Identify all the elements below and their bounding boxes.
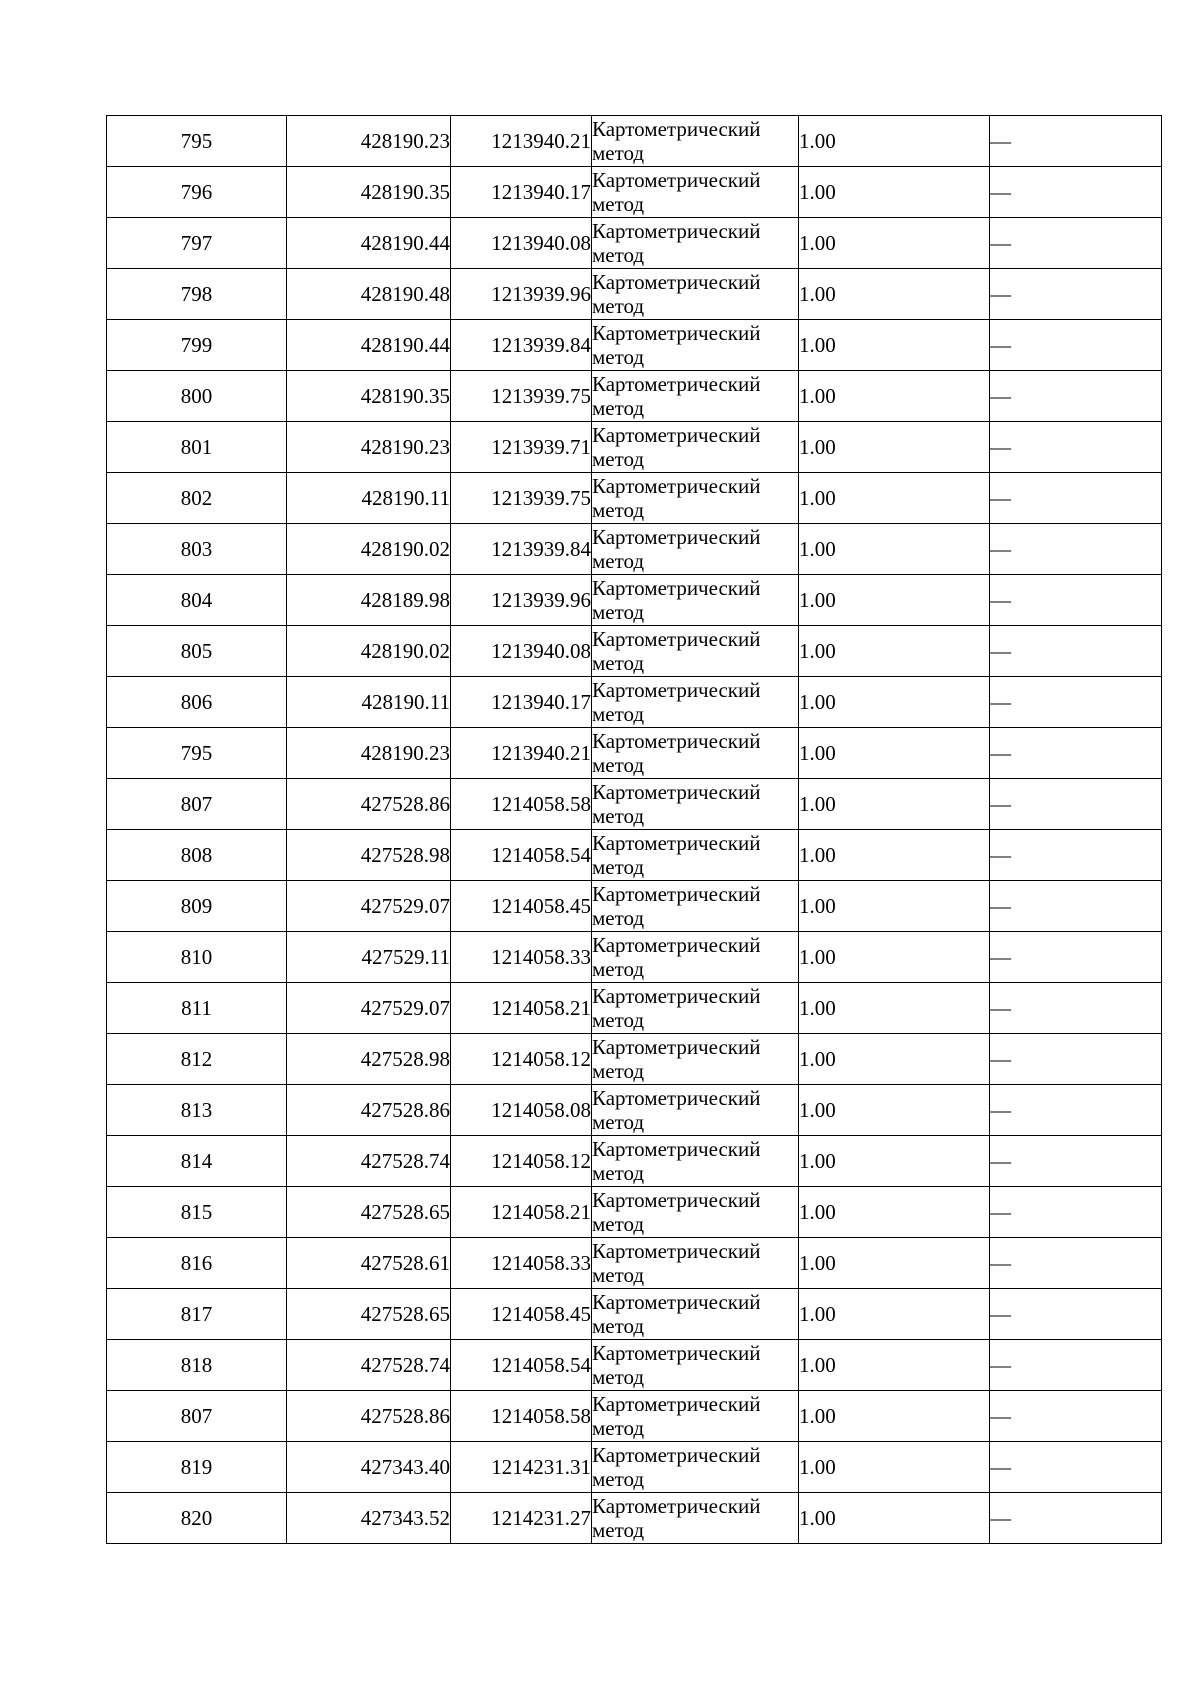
method-line-1: Картометрический <box>592 576 761 600</box>
table-row <box>107 371 1162 422</box>
point-number-cell: 795 <box>107 116 287 167</box>
accuracy-cell: 1.00 <box>799 1136 990 1187</box>
table-row <box>107 320 1162 371</box>
x-coordinate-cell: 427528.86 <box>287 1391 451 1442</box>
description-cell: — <box>990 269 1162 320</box>
accuracy-cell: 1.00 <box>799 1442 990 1493</box>
accuracy-cell: 1.00 <box>799 830 990 881</box>
method-line-1: Картометрический <box>592 117 761 141</box>
point-number-cell: 810 <box>107 932 287 983</box>
x-coordinate-cell: 428190.44 <box>287 320 451 371</box>
method-line-1: Картометрический <box>592 729 761 753</box>
accuracy-cell: 1.00 <box>799 1493 990 1544</box>
x-coordinate-cell: 427529.07 <box>287 983 451 1034</box>
method-line-2: метод <box>592 1263 645 1287</box>
method-cell <box>592 1034 799 1085</box>
method-cell <box>592 1391 799 1442</box>
method-line-2: метод <box>592 1314 645 1338</box>
y-coordinate-cell: 1213939.75 <box>451 473 592 524</box>
y-coordinate-cell: 1213939.96 <box>451 269 592 320</box>
accuracy-cell: 1.00 <box>799 1034 990 1085</box>
description-cell: — <box>990 983 1162 1034</box>
method-line-1: Картометрический <box>592 270 761 294</box>
method-cell <box>592 1187 799 1238</box>
x-coordinate-cell: 428190.48 <box>287 269 451 320</box>
description-cell: — <box>990 116 1162 167</box>
y-coordinate-cell: 1213940.17 <box>451 167 592 218</box>
accuracy-cell: 1.00 <box>799 473 990 524</box>
table-row <box>107 881 1162 932</box>
table-row <box>107 116 1162 167</box>
method-cell <box>592 728 799 779</box>
point-number-cell: 815 <box>107 1187 287 1238</box>
point-number-cell: 814 <box>107 1136 287 1187</box>
description-cell: — <box>990 1034 1162 1085</box>
x-coordinate-cell: 427343.40 <box>287 1442 451 1493</box>
method-line-2: метод <box>592 1365 645 1389</box>
method-line-1: Картометрический <box>592 1086 761 1110</box>
point-number-cell: 807 <box>107 779 287 830</box>
table-row <box>107 473 1162 524</box>
x-coordinate-cell: 427528.65 <box>287 1187 451 1238</box>
point-number-cell: 806 <box>107 677 287 728</box>
accuracy-cell: 1.00 <box>799 218 990 269</box>
table-row <box>107 728 1162 779</box>
x-coordinate-cell: 428189.98 <box>287 575 451 626</box>
x-coordinate-cell: 427528.86 <box>287 779 451 830</box>
point-number-cell: 799 <box>107 320 287 371</box>
x-coordinate-cell: 428190.23 <box>287 422 451 473</box>
method-line-2: метод <box>592 702 645 726</box>
method-line-1: Картометрический <box>592 168 761 192</box>
method-line-2: метод <box>592 1518 645 1542</box>
method-line-2: метод <box>592 192 645 216</box>
x-coordinate-cell: 427528.74 <box>287 1136 451 1187</box>
table-row <box>107 1136 1162 1187</box>
method-line-1: Картометрический <box>592 321 761 345</box>
method-cell <box>592 371 799 422</box>
x-coordinate-cell: 427343.52 <box>287 1493 451 1544</box>
point-number-cell: 807 <box>107 1391 287 1442</box>
point-number-cell: 795 <box>107 728 287 779</box>
point-number-cell: 820 <box>107 1493 287 1544</box>
method-line-1: Картометрический <box>592 372 761 396</box>
point-number-cell: 808 <box>107 830 287 881</box>
method-cell <box>592 983 799 1034</box>
y-coordinate-cell: 1214231.27 <box>451 1493 592 1544</box>
point-number-cell: 801 <box>107 422 287 473</box>
table-row <box>107 575 1162 626</box>
accuracy-cell: 1.00 <box>799 881 990 932</box>
description-cell: — <box>990 1289 1162 1340</box>
table-row <box>107 167 1162 218</box>
description-cell: — <box>990 1238 1162 1289</box>
point-number-cell: 817 <box>107 1289 287 1340</box>
method-line-2: метод <box>592 651 645 675</box>
description-cell: — <box>990 626 1162 677</box>
accuracy-cell: 1.00 <box>799 575 990 626</box>
x-coordinate-cell: 428190.02 <box>287 626 451 677</box>
description-cell: — <box>990 1187 1162 1238</box>
x-coordinate-cell: 428190.44 <box>287 218 451 269</box>
method-line-1: Картометрический <box>592 1239 761 1263</box>
table-row <box>107 269 1162 320</box>
method-line-2: метод <box>592 855 645 879</box>
y-coordinate-cell: 1214058.45 <box>451 1289 592 1340</box>
y-coordinate-cell: 1214231.31 <box>451 1442 592 1493</box>
x-coordinate-cell: 427528.98 <box>287 1034 451 1085</box>
method-line-2: метод <box>592 906 645 930</box>
method-line-2: метод <box>592 243 645 267</box>
x-coordinate-cell: 428190.35 <box>287 167 451 218</box>
description-cell: — <box>990 371 1162 422</box>
table-row <box>107 1187 1162 1238</box>
method-line-1: Картометрический <box>592 1137 761 1161</box>
method-cell <box>592 626 799 677</box>
method-cell <box>592 881 799 932</box>
accuracy-cell: 1.00 <box>799 320 990 371</box>
description-cell: — <box>990 1136 1162 1187</box>
description-cell: — <box>990 473 1162 524</box>
method-line-1: Картометрический <box>592 219 761 243</box>
table-row <box>107 677 1162 728</box>
method-cell <box>592 677 799 728</box>
table-row <box>107 932 1162 983</box>
y-coordinate-cell: 1214058.45 <box>451 881 592 932</box>
table-row <box>107 1442 1162 1493</box>
accuracy-cell: 1.00 <box>799 728 990 779</box>
description-cell: — <box>990 422 1162 473</box>
y-coordinate-cell: 1214058.21 <box>451 983 592 1034</box>
method-line-1: Картометрический <box>592 984 761 1008</box>
description-cell: — <box>990 1442 1162 1493</box>
point-number-cell: 812 <box>107 1034 287 1085</box>
method-line-1: Картометрический <box>592 627 761 651</box>
method-line-2: метод <box>592 345 645 369</box>
x-coordinate-cell: 427528.74 <box>287 1340 451 1391</box>
method-line-1: Картометрический <box>592 1341 761 1365</box>
accuracy-cell: 1.00 <box>799 422 990 473</box>
method-line-2: метод <box>592 1161 645 1185</box>
accuracy-cell: 1.00 <box>799 1187 990 1238</box>
x-coordinate-cell: 428190.11 <box>287 473 451 524</box>
method-line-2: метод <box>592 141 645 165</box>
method-cell <box>592 473 799 524</box>
table-row <box>107 1034 1162 1085</box>
y-coordinate-cell: 1214058.54 <box>451 830 592 881</box>
method-cell <box>592 116 799 167</box>
point-number-cell: 816 <box>107 1238 287 1289</box>
y-coordinate-cell: 1213939.84 <box>451 524 592 575</box>
method-line-1: Картометрический <box>592 1443 761 1467</box>
method-line-1: Картометрический <box>592 780 761 804</box>
method-line-2: метод <box>592 1008 645 1032</box>
accuracy-cell: 1.00 <box>799 371 990 422</box>
y-coordinate-cell: 1214058.33 <box>451 932 592 983</box>
method-line-2: метод <box>592 294 645 318</box>
table-row <box>107 983 1162 1034</box>
method-line-1: Картометрический <box>592 474 761 498</box>
accuracy-cell: 1.00 <box>799 1340 990 1391</box>
x-coordinate-cell: 428190.23 <box>287 728 451 779</box>
table-row <box>107 626 1162 677</box>
method-line-1: Картометрический <box>592 1494 761 1518</box>
method-line-2: метод <box>592 1416 645 1440</box>
accuracy-cell: 1.00 <box>799 626 990 677</box>
accuracy-cell: 1.00 <box>799 779 990 830</box>
point-number-cell: 805 <box>107 626 287 677</box>
method-cell <box>592 524 799 575</box>
point-number-cell: 818 <box>107 1340 287 1391</box>
method-cell <box>592 167 799 218</box>
y-coordinate-cell: 1214058.33 <box>451 1238 592 1289</box>
table-row <box>107 1289 1162 1340</box>
method-line-2: метод <box>592 396 645 420</box>
description-cell: — <box>990 1340 1162 1391</box>
table-row <box>107 1493 1162 1544</box>
x-coordinate-cell: 428190.35 <box>287 371 451 422</box>
y-coordinate-cell: 1213939.84 <box>451 320 592 371</box>
method-line-1: Картометрический <box>592 1035 761 1059</box>
method-cell <box>592 1238 799 1289</box>
y-coordinate-cell: 1214058.58 <box>451 779 592 830</box>
table-row <box>107 1340 1162 1391</box>
method-cell <box>592 1085 799 1136</box>
table-row <box>107 1391 1162 1442</box>
method-line-2: метод <box>592 498 645 522</box>
coordinates-table-body <box>107 116 1162 1544</box>
point-number-cell: 803 <box>107 524 287 575</box>
method-line-2: метод <box>592 957 645 981</box>
y-coordinate-cell: 1213939.75 <box>451 371 592 422</box>
method-line-2: метод <box>592 1467 645 1491</box>
description-cell: — <box>990 1085 1162 1136</box>
point-number-cell: 797 <box>107 218 287 269</box>
method-line-1: Картометрический <box>592 831 761 855</box>
table-row <box>107 422 1162 473</box>
description-cell: — <box>990 575 1162 626</box>
x-coordinate-cell: 428190.23 <box>287 116 451 167</box>
description-cell: — <box>990 932 1162 983</box>
method-cell <box>592 1493 799 1544</box>
method-line-1: Картометрический <box>592 423 761 447</box>
y-coordinate-cell: 1214058.12 <box>451 1136 592 1187</box>
method-cell <box>592 1340 799 1391</box>
y-coordinate-cell: 1213940.21 <box>451 116 592 167</box>
point-number-cell: 798 <box>107 269 287 320</box>
method-cell <box>592 779 799 830</box>
point-number-cell: 811 <box>107 983 287 1034</box>
method-line-2: метод <box>592 1212 645 1236</box>
table-row <box>107 524 1162 575</box>
table-row <box>107 830 1162 881</box>
method-line-2: метод <box>592 804 645 828</box>
y-coordinate-cell: 1213940.17 <box>451 677 592 728</box>
accuracy-cell: 1.00 <box>799 1238 990 1289</box>
y-coordinate-cell: 1214058.21 <box>451 1187 592 1238</box>
y-coordinate-cell: 1213940.08 <box>451 626 592 677</box>
accuracy-cell: 1.00 <box>799 524 990 575</box>
method-line-2: метод <box>592 753 645 777</box>
x-coordinate-cell: 427528.86 <box>287 1085 451 1136</box>
method-line-2: метод <box>592 1110 645 1134</box>
x-coordinate-cell: 428190.02 <box>287 524 451 575</box>
point-number-cell: 804 <box>107 575 287 626</box>
description-cell: — <box>990 524 1162 575</box>
point-number-cell: 796 <box>107 167 287 218</box>
method-cell <box>592 320 799 371</box>
x-coordinate-cell: 427529.07 <box>287 881 451 932</box>
description-cell: — <box>990 728 1162 779</box>
method-cell <box>592 1289 799 1340</box>
y-coordinate-cell: 1214058.54 <box>451 1340 592 1391</box>
point-number-cell: 809 <box>107 881 287 932</box>
y-coordinate-cell: 1214058.12 <box>451 1034 592 1085</box>
y-coordinate-cell: 1213939.96 <box>451 575 592 626</box>
method-line-1: Картометрический <box>592 678 761 702</box>
accuracy-cell: 1.00 <box>799 1085 990 1136</box>
y-coordinate-cell: 1214058.58 <box>451 1391 592 1442</box>
accuracy-cell: 1.00 <box>799 167 990 218</box>
method-line-1: Картометрический <box>592 525 761 549</box>
point-number-cell: 813 <box>107 1085 287 1136</box>
x-coordinate-cell: 427528.61 <box>287 1238 451 1289</box>
table-row <box>107 1238 1162 1289</box>
method-cell <box>592 932 799 983</box>
accuracy-cell: 1.00 <box>799 932 990 983</box>
y-coordinate-cell: 1214058.08 <box>451 1085 592 1136</box>
description-cell: — <box>990 677 1162 728</box>
x-coordinate-cell: 428190.11 <box>287 677 451 728</box>
accuracy-cell: 1.00 <box>799 1391 990 1442</box>
x-coordinate-cell: 427528.98 <box>287 830 451 881</box>
accuracy-cell: 1.00 <box>799 269 990 320</box>
description-cell: — <box>990 830 1162 881</box>
method-cell <box>592 1136 799 1187</box>
description-cell: — <box>990 167 1162 218</box>
method-line-2: метод <box>592 447 645 471</box>
y-coordinate-cell: 1213939.71 <box>451 422 592 473</box>
table-row <box>107 779 1162 830</box>
method-line-1: Картометрический <box>592 882 761 906</box>
accuracy-cell: 1.00 <box>799 983 990 1034</box>
method-cell <box>592 575 799 626</box>
accuracy-cell: 1.00 <box>799 677 990 728</box>
method-cell <box>592 1442 799 1493</box>
description-cell: — <box>990 1493 1162 1544</box>
method-line-1: Картометрический <box>592 1290 761 1314</box>
accuracy-cell: 1.00 <box>799 1289 990 1340</box>
table-row <box>107 218 1162 269</box>
method-cell <box>592 830 799 881</box>
coordinates-table <box>106 115 1162 1544</box>
method-cell <box>592 269 799 320</box>
method-line-1: Картометрический <box>592 1188 761 1212</box>
point-number-cell: 802 <box>107 473 287 524</box>
method-line-2: метод <box>592 1059 645 1083</box>
description-cell: — <box>990 320 1162 371</box>
description-cell: — <box>990 881 1162 932</box>
point-number-cell: 800 <box>107 371 287 422</box>
method-cell <box>592 218 799 269</box>
table-row <box>107 1085 1162 1136</box>
point-number-cell: 819 <box>107 1442 287 1493</box>
description-cell: — <box>990 779 1162 830</box>
method-line-2: метод <box>592 549 645 573</box>
description-cell: — <box>990 218 1162 269</box>
x-coordinate-cell: 427528.65 <box>287 1289 451 1340</box>
accuracy-cell: 1.00 <box>799 116 990 167</box>
y-coordinate-cell: 1213940.08 <box>451 218 592 269</box>
x-coordinate-cell: 427529.11 <box>287 932 451 983</box>
y-coordinate-cell: 1213940.21 <box>451 728 592 779</box>
method-cell <box>592 422 799 473</box>
description-cell: — <box>990 1391 1162 1442</box>
method-line-1: Картометрический <box>592 933 761 957</box>
method-line-1: Картометрический <box>592 1392 761 1416</box>
method-line-2: метод <box>592 600 645 624</box>
